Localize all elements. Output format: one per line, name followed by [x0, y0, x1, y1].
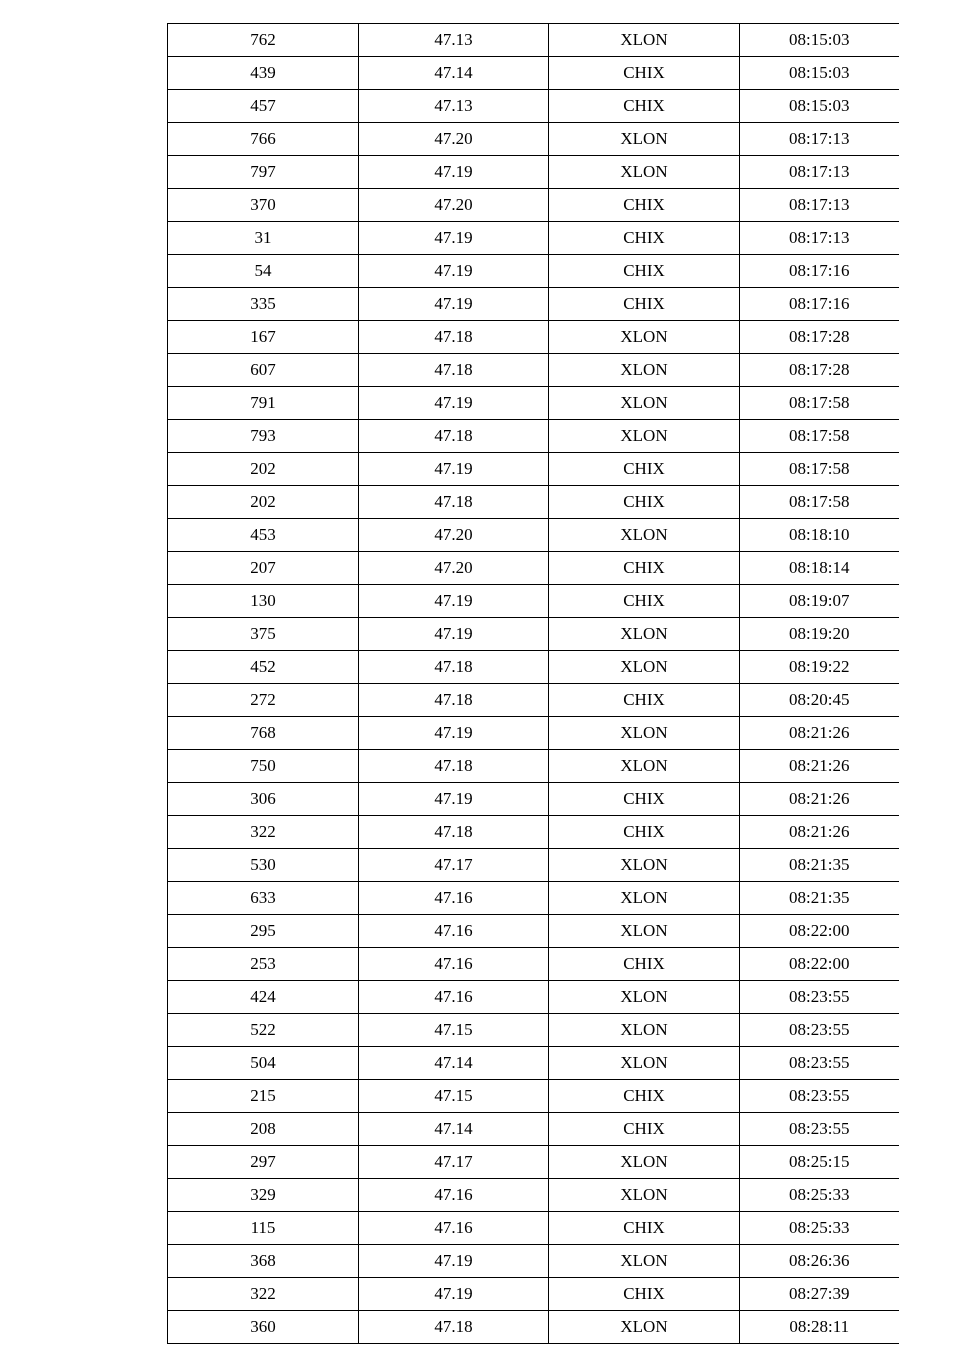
volume-cell: 439 — [168, 57, 359, 90]
table-row — [168, 882, 899, 915]
time-cell: 08:23:55 — [740, 1113, 899, 1146]
table-row — [168, 1245, 899, 1278]
time-cell: 08:18:10 — [740, 519, 899, 552]
volume-cell: 768 — [168, 717, 359, 750]
volume-cell: 750 — [168, 750, 359, 783]
time-cell: 08:21:35 — [740, 849, 899, 882]
time-cell: 08:21:26 — [740, 783, 899, 816]
price-cell: 47.16 — [359, 1212, 549, 1245]
time-cell: 08:22:00 — [740, 948, 899, 981]
venue-cell: XLON — [549, 1245, 740, 1278]
time-cell: 08:22:00 — [740, 915, 899, 948]
time-cell: 08:17:58 — [740, 387, 899, 420]
volume-cell: 453 — [168, 519, 359, 552]
price-cell: 47.18 — [359, 816, 549, 849]
table-row — [168, 90, 899, 123]
volume-cell: 329 — [168, 1179, 359, 1212]
volume-cell: 208 — [168, 1113, 359, 1146]
price-cell: 47.19 — [359, 1278, 549, 1311]
price-cell: 47.15 — [359, 1080, 549, 1113]
price-cell: 47.19 — [359, 1245, 549, 1278]
time-cell: 08:28:11 — [740, 1311, 899, 1344]
time-cell: 08:17:13 — [740, 156, 899, 189]
volume-cell: 766 — [168, 123, 359, 156]
time-cell: 08:15:03 — [740, 57, 899, 90]
volume-cell: 322 — [168, 1278, 359, 1311]
volume-cell: 31 — [168, 222, 359, 255]
venue-cell: XLON — [549, 519, 740, 552]
time-cell: 08:17:58 — [740, 486, 899, 519]
price-cell: 47.19 — [359, 222, 549, 255]
volume-cell: 457 — [168, 90, 359, 123]
volume-cell: 297 — [168, 1146, 359, 1179]
table-row — [168, 354, 899, 387]
venue-cell: XLON — [549, 915, 740, 948]
table-row — [168, 1278, 899, 1311]
venue-cell: XLON — [549, 1146, 740, 1179]
venue-cell: XLON — [549, 321, 740, 354]
price-cell: 47.19 — [359, 156, 549, 189]
volume-cell: 253 — [168, 948, 359, 981]
price-cell: 47.19 — [359, 585, 549, 618]
venue-cell: XLON — [549, 123, 740, 156]
venue-cell: XLON — [549, 1179, 740, 1212]
volume-cell: 360 — [168, 1311, 359, 1344]
volume-cell: 272 — [168, 684, 359, 717]
price-cell: 47.18 — [359, 354, 549, 387]
table-row — [168, 156, 899, 189]
volume-cell: 215 — [168, 1080, 359, 1113]
venue-cell: XLON — [549, 156, 740, 189]
venue-cell: XLON — [549, 651, 740, 684]
price-cell: 47.14 — [359, 1113, 549, 1146]
volume-cell: 633 — [168, 882, 359, 915]
time-cell: 08:17:16 — [740, 288, 899, 321]
price-cell: 47.19 — [359, 453, 549, 486]
price-cell: 47.16 — [359, 1179, 549, 1212]
table-row — [168, 519, 899, 552]
table-row — [168, 1311, 899, 1344]
venue-cell: XLON — [549, 717, 740, 750]
table-row — [168, 849, 899, 882]
table-row — [168, 948, 899, 981]
price-cell: 47.14 — [359, 1047, 549, 1080]
time-cell: 08:27:39 — [740, 1278, 899, 1311]
table-row — [168, 222, 899, 255]
venue-cell: CHIX — [549, 1212, 740, 1245]
time-cell: 08:15:03 — [740, 24, 899, 57]
table-row — [168, 255, 899, 288]
price-cell: 47.19 — [359, 618, 549, 651]
price-cell: 47.16 — [359, 981, 549, 1014]
table-row — [168, 189, 899, 222]
price-cell: 47.20 — [359, 552, 549, 585]
venue-cell: CHIX — [549, 948, 740, 981]
volume-cell: 167 — [168, 321, 359, 354]
time-cell: 08:17:58 — [740, 420, 899, 453]
time-cell: 08:21:26 — [740, 717, 899, 750]
volume-cell: 504 — [168, 1047, 359, 1080]
venue-cell: CHIX — [549, 552, 740, 585]
table-row — [168, 387, 899, 420]
venue-cell: CHIX — [549, 1278, 740, 1311]
table-row — [168, 486, 899, 519]
table-row — [168, 552, 899, 585]
price-cell: 47.17 — [359, 849, 549, 882]
table-row — [168, 1146, 899, 1179]
venue-cell: CHIX — [549, 684, 740, 717]
venue-cell: XLON — [549, 882, 740, 915]
price-cell: 47.20 — [359, 189, 549, 222]
price-cell: 47.20 — [359, 123, 549, 156]
table-row — [168, 453, 899, 486]
price-cell: 47.16 — [359, 882, 549, 915]
table-row — [168, 1113, 899, 1146]
volume-cell: 762 — [168, 24, 359, 57]
time-cell: 08:17:13 — [740, 222, 899, 255]
time-cell: 08:21:26 — [740, 816, 899, 849]
volume-cell: 306 — [168, 783, 359, 816]
volume-cell: 54 — [168, 255, 359, 288]
time-cell: 08:17:13 — [740, 123, 899, 156]
venue-cell: XLON — [549, 387, 740, 420]
venue-cell: XLON — [549, 354, 740, 387]
table-row — [168, 420, 899, 453]
table-row — [168, 750, 899, 783]
venue-cell: XLON — [549, 750, 740, 783]
price-cell: 47.19 — [359, 783, 549, 816]
venue-cell: CHIX — [549, 1080, 740, 1113]
volume-cell: 424 — [168, 981, 359, 1014]
time-cell: 08:23:55 — [740, 981, 899, 1014]
price-cell: 47.18 — [359, 684, 549, 717]
price-cell: 47.19 — [359, 255, 549, 288]
time-cell: 08:23:55 — [740, 1014, 899, 1047]
volume-cell: 370 — [168, 189, 359, 222]
volume-cell: 522 — [168, 1014, 359, 1047]
venue-cell: XLON — [549, 1311, 740, 1344]
price-cell: 47.18 — [359, 1311, 549, 1344]
venue-cell: XLON — [549, 24, 740, 57]
volume-cell: 202 — [168, 486, 359, 519]
table-row — [168, 1080, 899, 1113]
venue-cell: XLON — [549, 1047, 740, 1080]
table-row — [168, 1014, 899, 1047]
time-cell: 08:26:36 — [740, 1245, 899, 1278]
time-cell: 08:25:15 — [740, 1146, 899, 1179]
volume-cell: 797 — [168, 156, 359, 189]
volume-cell: 791 — [168, 387, 359, 420]
table-row — [168, 981, 899, 1014]
venue-cell: CHIX — [549, 486, 740, 519]
venue-cell: XLON — [549, 849, 740, 882]
time-cell: 08:17:58 — [740, 453, 899, 486]
volume-cell: 335 — [168, 288, 359, 321]
price-cell: 47.14 — [359, 57, 549, 90]
venue-cell: CHIX — [549, 783, 740, 816]
price-cell: 47.16 — [359, 948, 549, 981]
venue-cell: XLON — [549, 981, 740, 1014]
table-row — [168, 123, 899, 156]
table-row — [168, 915, 899, 948]
time-cell: 08:20:45 — [740, 684, 899, 717]
price-cell: 47.15 — [359, 1014, 549, 1047]
table-row — [168, 717, 899, 750]
venue-cell: XLON — [549, 1014, 740, 1047]
trades-table — [167, 23, 899, 1344]
volume-cell: 322 — [168, 816, 359, 849]
price-cell: 47.19 — [359, 387, 549, 420]
trades-table-body — [168, 24, 899, 1344]
time-cell: 08:17:28 — [740, 354, 899, 387]
table-row — [168, 684, 899, 717]
time-cell: 08:21:26 — [740, 750, 899, 783]
table-row — [168, 1179, 899, 1212]
price-cell: 47.18 — [359, 750, 549, 783]
venue-cell: CHIX — [549, 189, 740, 222]
time-cell: 08:17:13 — [740, 189, 899, 222]
venue-cell: XLON — [549, 420, 740, 453]
price-cell: 47.20 — [359, 519, 549, 552]
table-row — [168, 321, 899, 354]
volume-cell: 115 — [168, 1212, 359, 1245]
time-cell: 08:21:35 — [740, 882, 899, 915]
price-cell: 47.13 — [359, 90, 549, 123]
table-row — [168, 288, 899, 321]
table-row — [168, 585, 899, 618]
volume-cell: 793 — [168, 420, 359, 453]
time-cell: 08:19:20 — [740, 618, 899, 651]
price-cell: 47.17 — [359, 1146, 549, 1179]
price-cell: 47.13 — [359, 24, 549, 57]
venue-cell: CHIX — [549, 1113, 740, 1146]
table-row — [168, 1047, 899, 1080]
volume-cell: 295 — [168, 915, 359, 948]
volume-cell: 130 — [168, 585, 359, 618]
venue-cell: CHIX — [549, 453, 740, 486]
venue-cell: CHIX — [549, 255, 740, 288]
table-row — [168, 57, 899, 90]
price-cell: 47.16 — [359, 915, 549, 948]
volume-cell: 202 — [168, 453, 359, 486]
time-cell: 08:18:14 — [740, 552, 899, 585]
time-cell: 08:19:07 — [740, 585, 899, 618]
time-cell: 08:19:22 — [740, 651, 899, 684]
volume-cell: 530 — [168, 849, 359, 882]
venue-cell: XLON — [549, 618, 740, 651]
price-cell: 47.18 — [359, 486, 549, 519]
venue-cell: CHIX — [549, 222, 740, 255]
volume-cell: 368 — [168, 1245, 359, 1278]
table-row — [168, 651, 899, 684]
table-row — [168, 816, 899, 849]
table-row — [168, 24, 899, 57]
venue-cell: CHIX — [549, 288, 740, 321]
price-cell: 47.19 — [359, 288, 549, 321]
table-row — [168, 783, 899, 816]
volume-cell: 607 — [168, 354, 359, 387]
price-cell: 47.18 — [359, 321, 549, 354]
venue-cell: CHIX — [549, 90, 740, 123]
time-cell: 08:17:16 — [740, 255, 899, 288]
price-cell: 47.18 — [359, 420, 549, 453]
table-row — [168, 618, 899, 651]
time-cell: 08:15:03 — [740, 90, 899, 123]
venue-cell: CHIX — [549, 816, 740, 849]
time-cell: 08:25:33 — [740, 1212, 899, 1245]
volume-cell: 375 — [168, 618, 359, 651]
volume-cell: 452 — [168, 651, 359, 684]
time-cell: 08:25:33 — [740, 1179, 899, 1212]
table-row — [168, 1212, 899, 1245]
venue-cell: CHIX — [549, 57, 740, 90]
price-cell: 47.19 — [359, 717, 549, 750]
price-cell: 47.18 — [359, 651, 549, 684]
venue-cell: CHIX — [549, 585, 740, 618]
time-cell: 08:23:55 — [740, 1047, 899, 1080]
time-cell: 08:23:55 — [740, 1080, 899, 1113]
time-cell: 08:17:28 — [740, 321, 899, 354]
volume-cell: 207 — [168, 552, 359, 585]
